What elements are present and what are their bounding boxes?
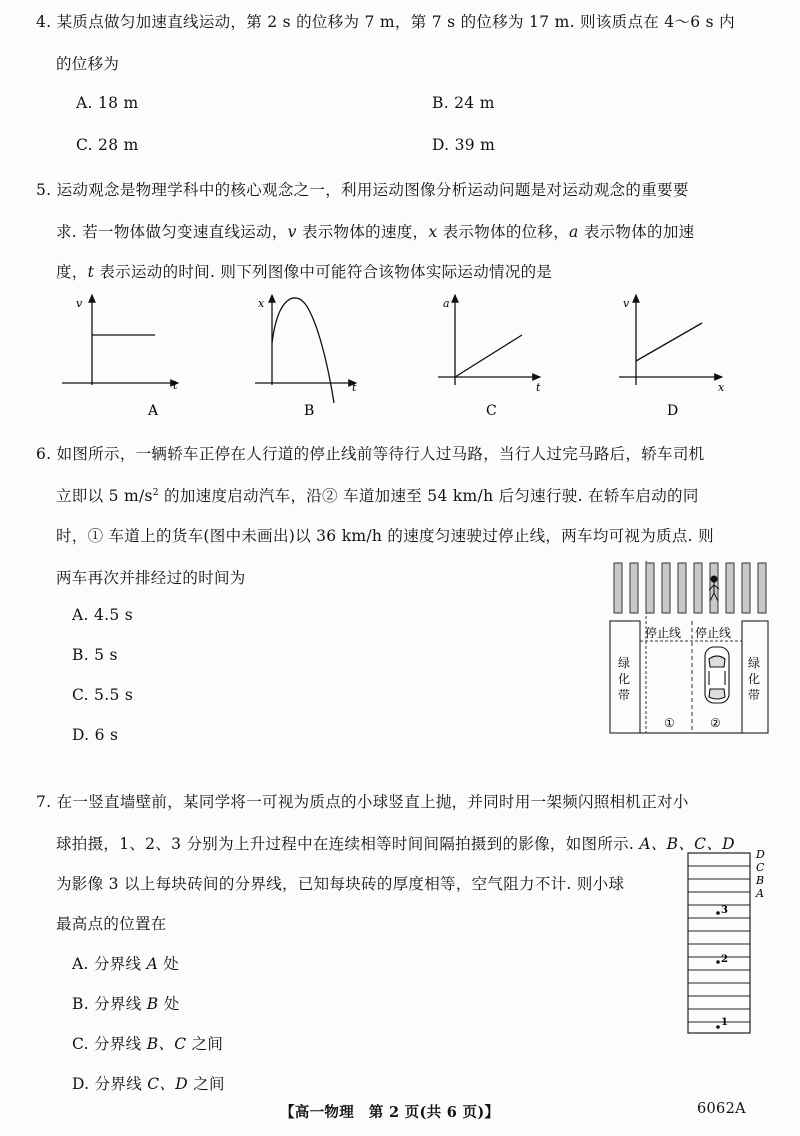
- ball-image-2: [716, 960, 720, 964]
- q5-graph-c-label: C: [486, 403, 497, 419]
- ball-image-1-label: 1: [721, 1017, 728, 1028]
- q6-stem-line-2: 立即以 5 $m/s^2$ 的加速度启动汽车，沿② 车道加速至 54 km/h 后匀速行驶. 在轿车启动的同: [56, 487, 699, 505]
- ball-image-2-label: 2: [721, 954, 728, 965]
- q7-option-b: B. 分界线 B 处: [72, 995, 180, 1013]
- q6-option-a: A. 4.5 s: [72, 606, 133, 624]
- stop-line-label-2: 停止线: [695, 626, 732, 640]
- boundary-d-label: D: [756, 848, 765, 861]
- q7-brick-wall-figure: [680, 845, 780, 1040]
- ball-image-1: [716, 1025, 720, 1029]
- q5-stem-line-3: 度，t 表示运动的时间. 则下列图像中可能符合该物体实际运动情况的是: [56, 263, 553, 281]
- q5-graph-c-y-label: a: [443, 297, 450, 310]
- q7-stem-line-4: 最高点的位置在: [56, 915, 167, 933]
- q7-stem-line-2: 球拍摄，1、2、3 分别为上升过程中在连续相等时间间隔拍摄到的影像，如图所示. A、B、C、D: [56, 835, 735, 853]
- q6-stem-line-3: 时，① 车道上的货车(图中未画出)以 36 km/h 的速度匀速驶过停止线，两车均可视为质点. 则: [56, 527, 714, 545]
- q6-stem-line-4: 两车再次并排经过的时间为: [56, 569, 246, 587]
- q4-option-a: A. 18 m: [76, 94, 139, 112]
- q4-stem-line-2: 的位移为: [56, 55, 120, 73]
- boundary-b-label: B: [756, 874, 765, 887]
- q5-graph-b-label: B: [304, 403, 315, 419]
- q4-option-c: C. 28 m: [76, 136, 139, 154]
- q5-graph-c-x-label: t: [536, 381, 541, 394]
- q7-option-c: C. 分界线 B、C 之间: [72, 1035, 224, 1053]
- q5-graph-b-y-label: x: [258, 297, 265, 310]
- q5-graph-a-y-label: v: [76, 297, 83, 310]
- q7-option-d: D. 分界线 C、D 之间: [72, 1075, 225, 1093]
- q5-stem-line-1: 5. 运动观念是物理学科中的核心观念之一，利用运动图像分析运动问题是对运动观念的重要要: [36, 181, 689, 199]
- q6-stem-line-1: 6. 如图所示，一辆轿车正停在人行道的停止线前等待行人过马路，当行人过完马路后，轿车司机: [36, 445, 705, 463]
- q5-graph-a-x-label: t: [173, 379, 178, 392]
- page-footer: 【高一物理 第 2 页(共 6 页)】: [280, 1104, 500, 1121]
- boundary-c-label: C: [756, 861, 765, 874]
- green-belt-right-1: 绿: [748, 656, 761, 670]
- lane-1-label: ①: [664, 716, 675, 730]
- q7-stem-line-1: 7. 在一竖直墙壁前，某同学将一可视为质点的小球竖直上抛，并同时用一架频闪照相机正对小: [36, 793, 689, 811]
- lane-2-label: ②: [710, 716, 721, 730]
- q7-stem-line-3: 为影像 3 以上每块砖间的分界线，已知每块砖的厚度相等，空气阻力不计. 则小球: [56, 875, 625, 893]
- q5-graph-b: [255, 295, 357, 419]
- crosswalk: [614, 563, 766, 613]
- q5-graph-d-label: D: [667, 403, 679, 419]
- car-icon: [705, 647, 729, 703]
- green-belt-left-2: 化: [618, 672, 631, 686]
- q4-option-b: B. 24 m: [432, 94, 495, 112]
- q6-option-d: D. 6 s: [72, 726, 119, 744]
- q7-option-a: A. 分界线 A 处: [72, 955, 180, 973]
- stop-line-label-1: 停止线: [645, 626, 682, 640]
- green-belt-left-3: 带: [618, 688, 631, 702]
- q5-graph-d-y-label: v: [623, 297, 630, 310]
- green-belt-right-2: 化: [748, 672, 761, 686]
- q5-graph-a: [62, 295, 178, 419]
- green-belt-right-3: 带: [748, 688, 761, 702]
- green-belt-left-1: 绿: [618, 656, 631, 670]
- q5-graph-a-label: A: [148, 403, 159, 419]
- q4-stem-line-1: 4. 某质点做匀加速直线运动，第 2 s 的位移为 7 m，第 7 s 的位移为 17 m. 则该质点在 4～6 s 内: [36, 13, 735, 31]
- ball-image-3: [716, 911, 720, 915]
- q5-graph-d: [619, 295, 725, 419]
- q6-option-c: C. 5.5 s: [72, 686, 134, 704]
- boundary-a-label: A: [756, 887, 764, 900]
- q5-graph-c: [438, 295, 541, 419]
- q6-road-figure: [600, 555, 780, 745]
- exam-code: 6062A: [697, 1101, 746, 1117]
- q5-graphs: [0, 285, 800, 425]
- q5-graph-d-x-label: x: [718, 381, 725, 394]
- q4-option-d: D. 39 m: [432, 136, 496, 154]
- q6-option-b: B. 5 s: [72, 646, 118, 664]
- q5-graph-b-x-label: t: [352, 381, 357, 394]
- q5-stem-line-2: 求. 若一物体做匀变速直线运动，v 表示物体的速度，x 表示物体的位移，a 表示物体的加速: [56, 223, 695, 241]
- ball-image-3-label: 3: [721, 905, 728, 916]
